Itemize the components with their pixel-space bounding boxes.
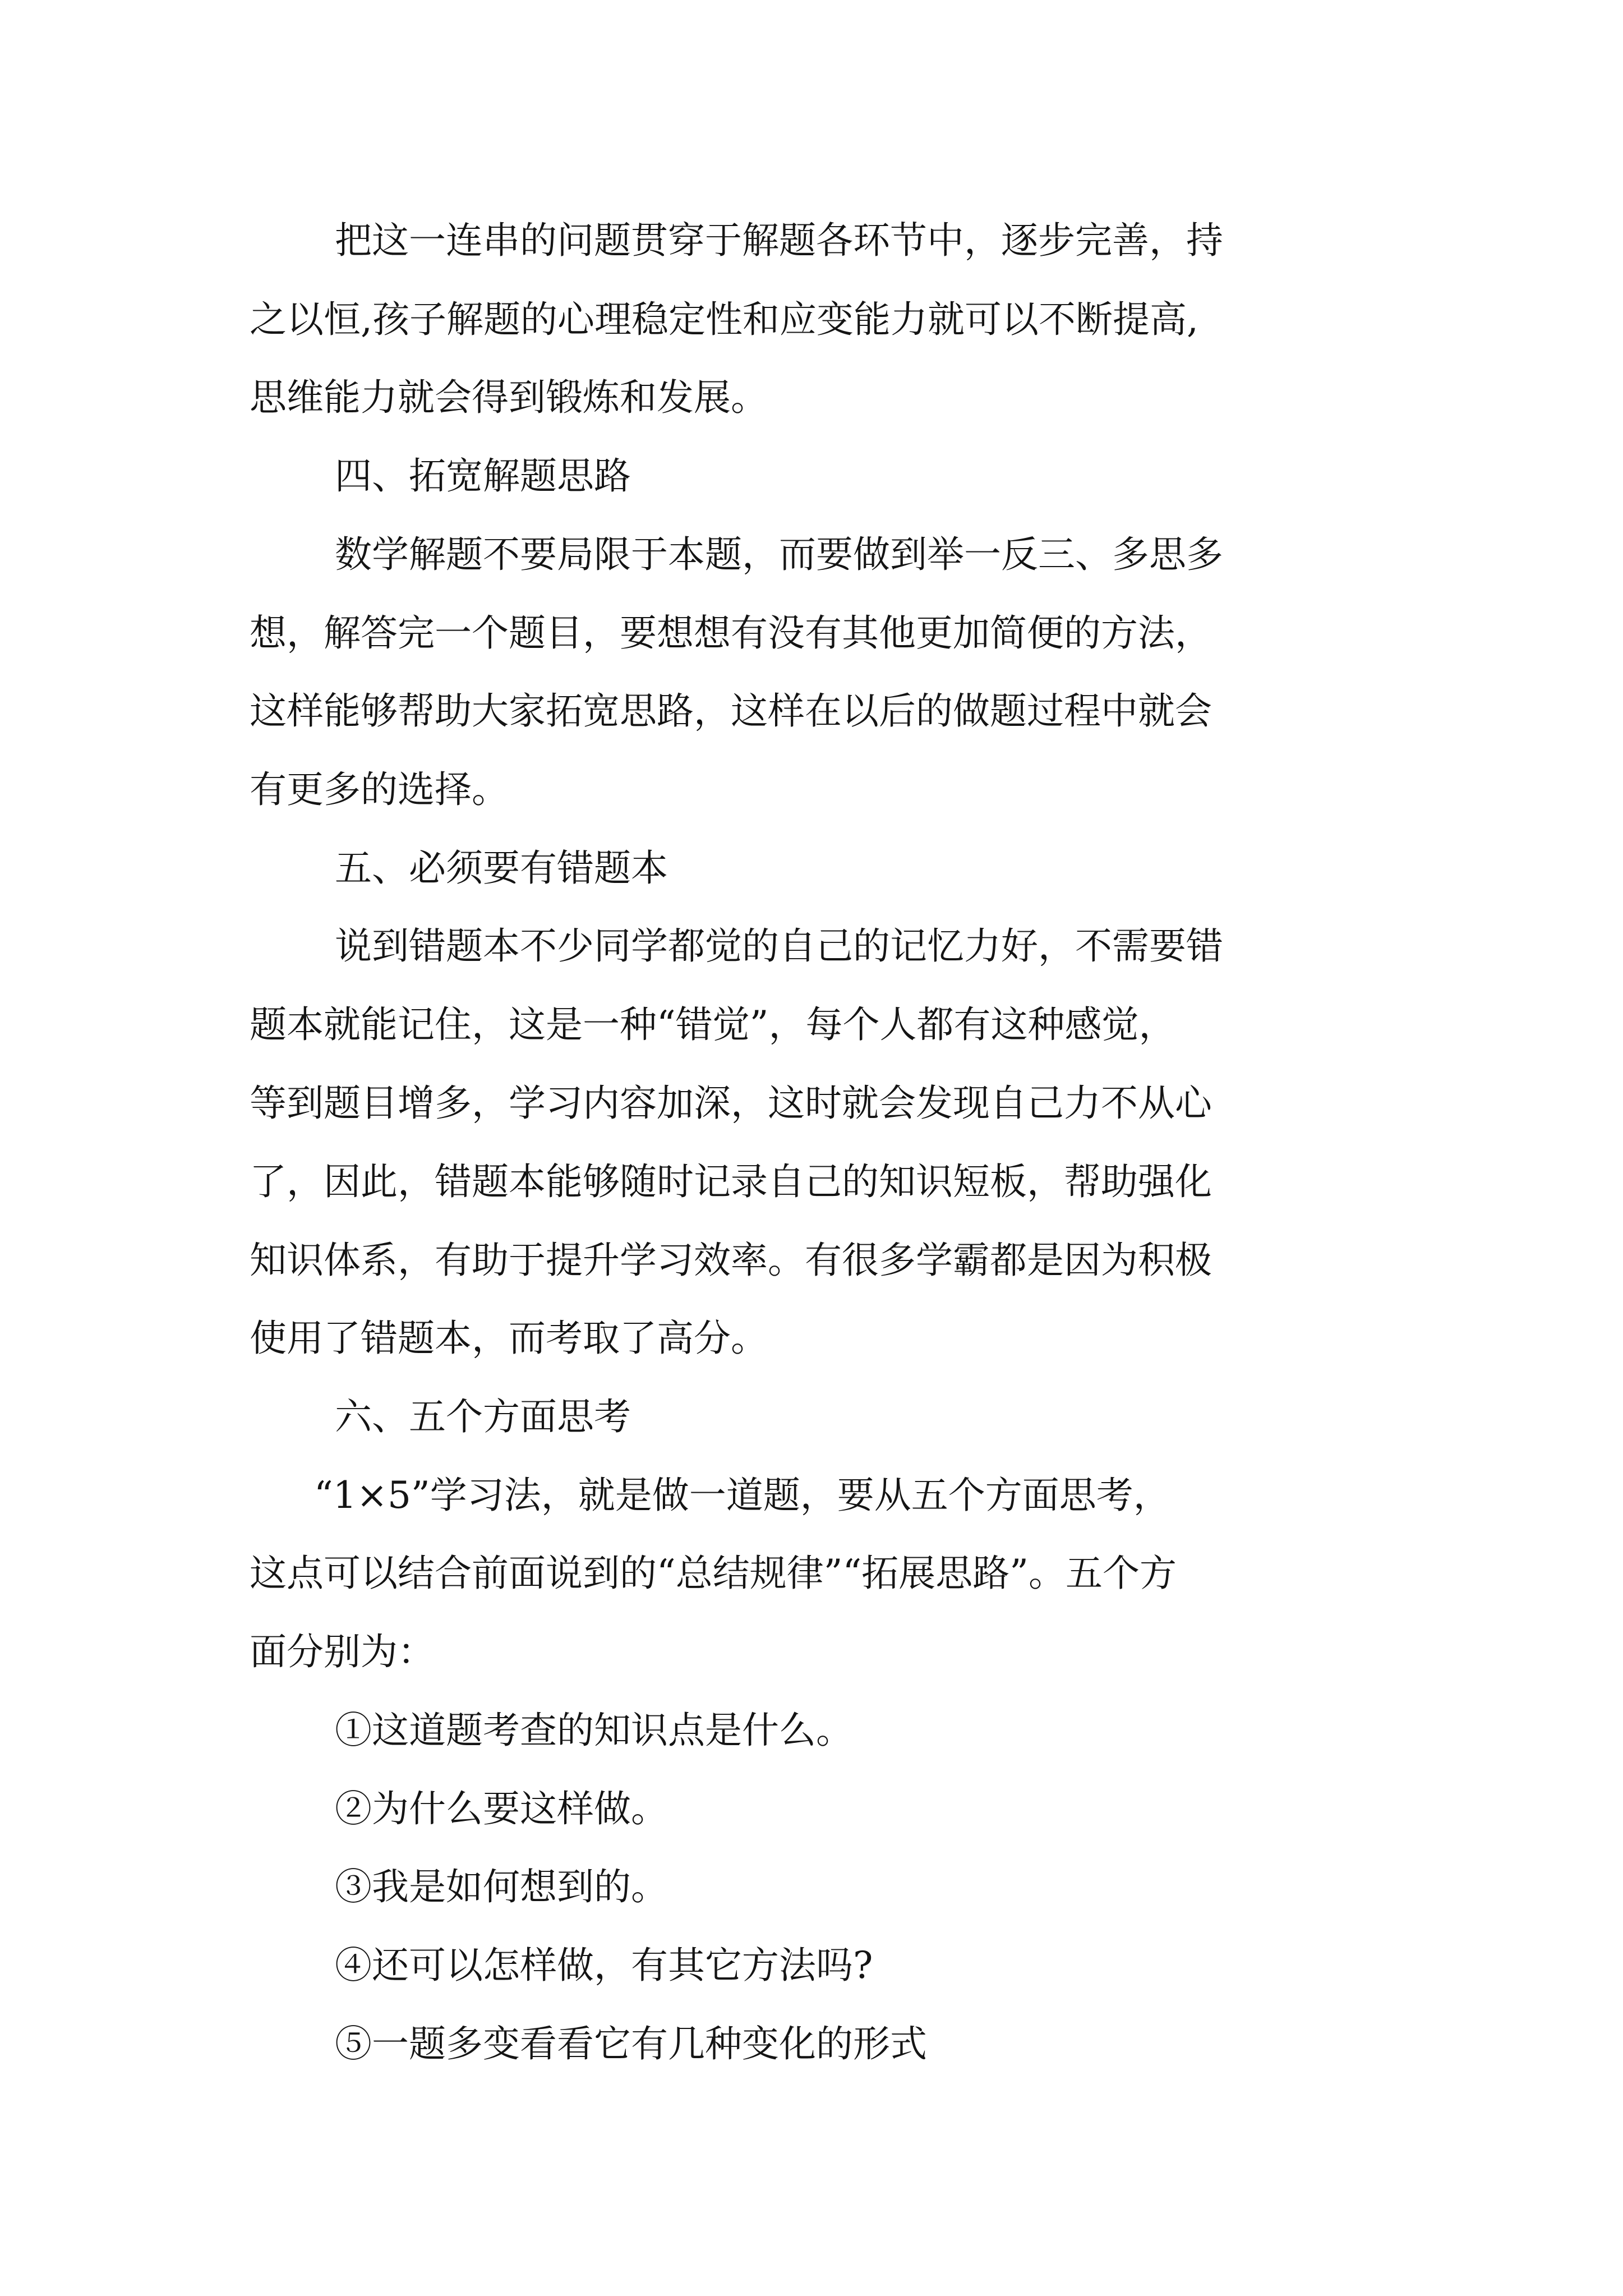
text-line: 想，解答完一个题目，要想想有没有其他更加简便的方法， bbox=[250, 611, 1212, 655]
text-line: 面分别为： bbox=[250, 1630, 435, 1673]
list-item: ⑤一题多变看看它有几种变化的形式 bbox=[335, 2022, 927, 2065]
text-line: 有更多的选择。 bbox=[250, 768, 509, 811]
text-line: “1×5”学习法，就是做一道题，要从五个方面思考， bbox=[314, 1474, 1170, 1517]
text-line: 数学解题不要局限于本题，而要做到举一反三、多思多 bbox=[335, 533, 1223, 576]
text-line: 说到错题本不少同学都觉的自己的记忆力好，不需要错 bbox=[335, 924, 1223, 968]
section-heading: 五、必须要有错题本 bbox=[335, 846, 668, 890]
list-item: ③我是如何想到的。 bbox=[335, 1865, 668, 1908]
text-line: 等到题目增多，学习内容加深，这时就会发现自己力不从心 bbox=[250, 1082, 1212, 1125]
section-heading: 六、五个方面思考 bbox=[335, 1395, 631, 1438]
list-item: ①这道题考查的知识点是什么。 bbox=[335, 1709, 853, 1752]
text-line: 使用了错题本，而考取了高分。 bbox=[250, 1317, 768, 1360]
list-item: ④还可以怎样做，有其它方法吗? bbox=[335, 1944, 873, 1987]
text-line: 这点可以结合前面说到的“总结规律”“拓展思路”。五个方 bbox=[250, 1552, 1177, 1595]
text-line: 了，因此，错题本能够随时记录自己的知识短板，帮助强化 bbox=[250, 1160, 1212, 1203]
list-item: ②为什么要这样做。 bbox=[335, 1787, 668, 1830]
text-line: 思维能力就会得到锻炼和发展。 bbox=[250, 376, 768, 419]
text-line: 把这一连串的问题贯穿于解题各环节中，逐步完善，持 bbox=[335, 219, 1223, 262]
text-line: 知识体系，有助于提升学习效率。有很多学霸都是因为积极 bbox=[250, 1239, 1212, 1282]
text-line: 这样能够帮助大家拓宽思路，这样在以后的做题过程中就会 bbox=[250, 689, 1212, 733]
text-line: 之以恒,孩子解题的心理稳定性和应变能力就可以不断提高, bbox=[250, 298, 1198, 341]
section-heading: 四、拓宽解题思路 bbox=[335, 454, 631, 498]
text-line: 题本就能记住，这是一种“错觉”，每个人都有这种感觉， bbox=[250, 1003, 1176, 1046]
